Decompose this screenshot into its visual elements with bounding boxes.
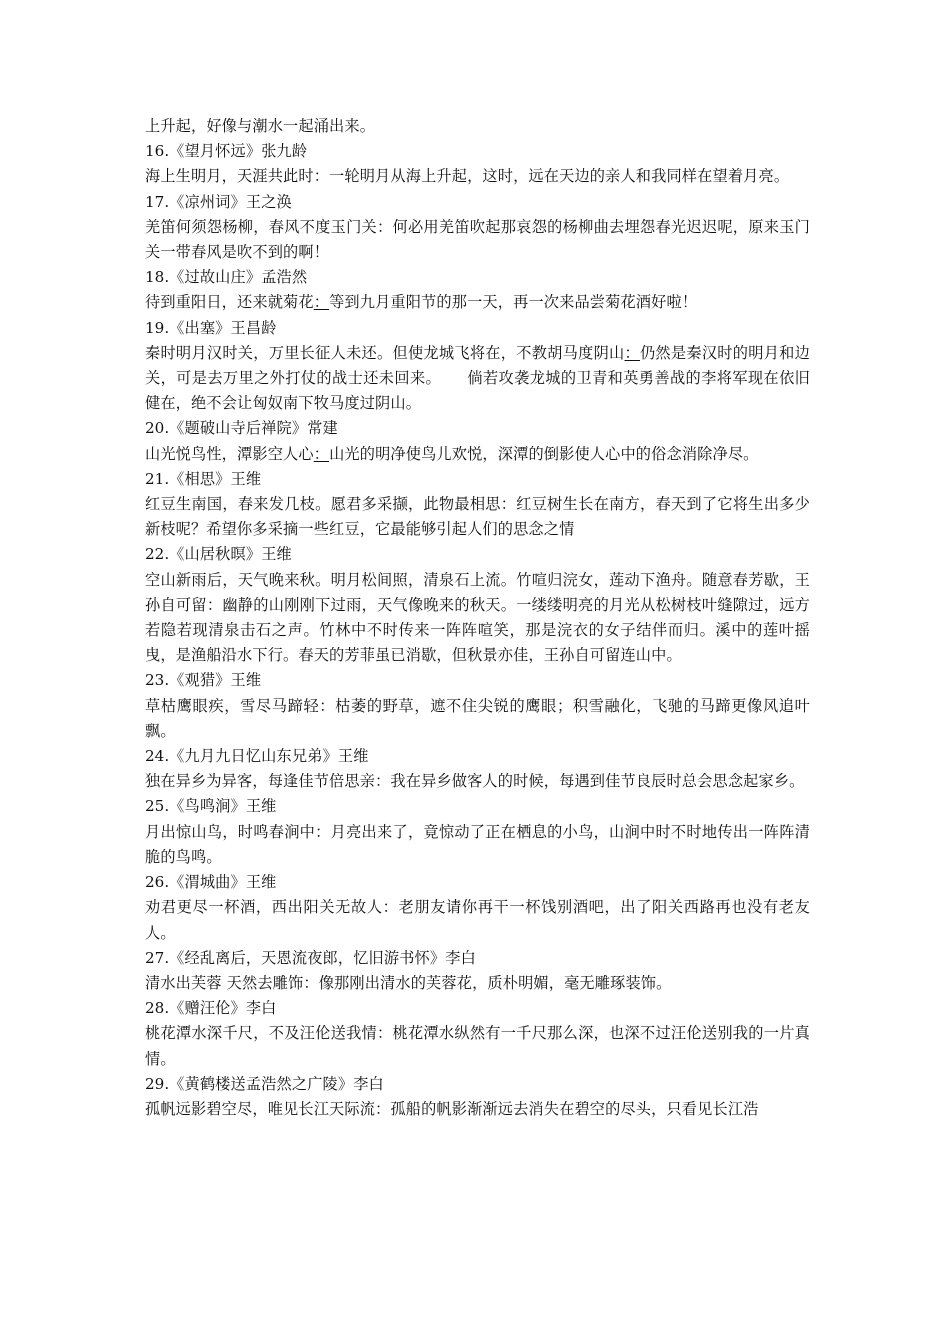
entry-author: 王维 — [230, 469, 262, 488]
entry-text: 海上生明月，天涯共此时：一轮明月从海上升起，这时，远在天边的亲人和我同样在望着月亮。 — [145, 167, 790, 186]
entry-number: 28. — [145, 999, 170, 1018]
lead-text: 上升起，好像与潮水一起涌出来。 — [145, 117, 376, 135]
entry-number: 24. — [145, 747, 170, 766]
entry-title: 《题破山寺后禅院》 — [169, 419, 308, 438]
entry-colon-mark: ： — [313, 293, 330, 312]
entry-title: 《望月怀远》 — [169, 142, 262, 161]
entry-author: 李白 — [245, 999, 277, 1018]
entry-text — [145, 442, 810, 467]
entry-heading — [145, 946, 810, 971]
entry-text: 红豆生南国，春来发几枝。愿君多采撷，此物最相思：红豆树生长在南方，春天到了它将生出多少新枝呢？希望你多采摘一些红豆，它最能够引起人们的思念之情 — [145, 495, 810, 539]
entry-title: 《出塞》 — [169, 318, 231, 337]
entry-title: 《观猎》 — [169, 671, 231, 690]
entry-number: 19. — [145, 318, 170, 337]
entry-author: 常建 — [307, 419, 338, 438]
entry-colon-mark: ： — [624, 343, 640, 362]
entry-heading — [145, 996, 810, 1021]
entry-heading — [145, 1072, 810, 1097]
document-page — [145, 114, 810, 1122]
entry-number: 23. — [145, 671, 170, 690]
entry-author: 王维 — [245, 873, 277, 892]
entry-title: 《赠汪伦》 — [169, 999, 246, 1018]
entry-heading — [145, 794, 810, 819]
entry-heading — [145, 139, 810, 164]
entry-author: 孟浩然 — [261, 268, 308, 287]
entry-heading — [145, 467, 810, 492]
entry-author: 王维 — [261, 545, 292, 564]
entry-text: 月出惊山鸟，时鸣春涧中：月亮出来了，竟惊动了正在栖息的小鸟，山涧中时不时地传出一阵阵清脆的鸟鸣。 — [145, 822, 810, 866]
entry-author: 王维 — [230, 671, 262, 690]
entry-title: 《山居秋暝》 — [169, 545, 262, 564]
entry-text-before: 待到重阳日，还来就菊花 — [145, 293, 314, 312]
entry-text: 草枯鹰眼疾，雪尽马蹄轻：枯萎的野草，遮不住尖锐的鹰眼；积雪融化，飞驰的马蹄更像风追叶飘。 — [145, 696, 810, 740]
entry-author: 王昌龄 — [230, 318, 277, 337]
entry-number: 17. — [145, 192, 170, 211]
entry-heading — [145, 416, 810, 441]
entry-author: 李白 — [445, 948, 476, 967]
entry-author: 王之涣 — [245, 192, 292, 211]
entry-number: 18. — [145, 268, 170, 287]
entry-text-after: 等到九月重阳节的那一天，再一次来品尝菊花酒好啦！ — [329, 293, 698, 312]
entry-text-after: 山光的明净使鸟儿欢悦，深潭的倒影使人心中的俗念消除净尽。 — [329, 444, 759, 463]
entry-text-tail: 倘若攻袭龙城的卫青和英勇善战的李将军现在依旧健在，绝不会让匈奴南下牧马度过阴山。 — [145, 369, 810, 413]
entry-author: 王维 — [337, 747, 369, 766]
entry-title: 《黄鹤楼送孟浩然之广陵》 — [169, 1074, 354, 1093]
entry-title: 《凉州词》 — [169, 192, 246, 211]
entry-heading — [145, 668, 810, 693]
entry-title: 《鸟鸣涧》 — [169, 797, 246, 816]
entry-number: 27. — [145, 948, 170, 967]
entry-title: 《过故山庄》 — [169, 268, 262, 287]
entry-number: 25. — [145, 797, 170, 816]
entry-text: 孤帆远影碧空尽，唯见长江天际流：孤船的帆影渐渐远去消失在碧空的尽头，只看见长江浩 — [145, 1099, 759, 1118]
entry-text: 羌笛何须怨杨柳，春风不度玉门关：何必用羌笛吹起那哀怨的杨柳曲去埋怨春光迟迟呢，原来玉门关一带春风是吹不到的啊！ — [145, 217, 810, 262]
entry-text: 清水出芙蓉 天然去雕饰：像那刚出清水的芙蓉花，质朴明媚，毫无雕琢装饰。 — [145, 973, 672, 992]
entry-author: 王维 — [245, 797, 277, 816]
entry-text: 桃花潭水深千尺，不及汪伦送我情：桃花潭水纵然有一千尺那么深，也深不过汪伦送别我的一片真情。 — [145, 1024, 810, 1068]
entry-title: 《渭城曲》 — [169, 873, 246, 892]
entry-text — [145, 290, 810, 315]
entry-number: 22. — [145, 545, 170, 564]
entry-title: 《相思》 — [169, 469, 231, 488]
entry-number: 26. — [145, 873, 170, 892]
entry-title: 《经乱离后，天恩流夜郎，忆旧游书怀》 — [169, 948, 446, 967]
entry-heading — [145, 744, 810, 769]
entry-text: 空山新雨后，天气晚来秋。明月松间照，清泉石上流。竹喧归浣女，莲动下渔舟。随意春芳歇，王孙自可留：幽静的山刚刚下过雨，天气像晚来的秋天。一缕缕明亮的月光从松树枝叶缝隙过，远方若隐若现清泉击石之声。竹林中不时传来一阵阵喧笑，那是浣衣的女子结伴而归。溪中的莲叶摇曳，是渔船沿水下行。春天的芳菲虽已消歇，但秋景亦佳，王孙自可留连山中。 — [145, 570, 810, 665]
entry-text-before: 山光悦鸟性，潭影空人心 — [145, 444, 314, 463]
entry-text-before: 秦时明月汉时关，万里长征人未还。但使龙城飞将在，不教胡马度阴山 — [145, 343, 625, 362]
entry-heading — [145, 265, 810, 290]
entry-text: 独在异乡为异客，每逢佳节倍思亲：我在异乡做客人的时候，每遇到佳节良辰时总会思念起家乡。 — [145, 772, 805, 791]
entry-text-after: 仍然是秦汉时的明月和边关，可是去万里之外打仗的战士还未回来。 — [145, 343, 810, 388]
entry-number: 16. — [145, 142, 170, 161]
entry-text — [145, 341, 810, 417]
entry-heading — [145, 316, 810, 341]
entry-author: 张九龄 — [261, 142, 308, 161]
entry-heading — [145, 542, 810, 567]
entry-title: 《九月九日忆山东兄弟》 — [169, 747, 338, 766]
entry-number: 21. — [145, 469, 170, 488]
entry-heading — [145, 870, 810, 895]
entry-text: 劝君更尽一杯酒，西出阳关无故人：老朋友请你再干一杯饯别酒吧，出了阳关西路再也没有老友人。 — [145, 898, 810, 942]
entry-heading — [145, 190, 810, 215]
entry-number: 20. — [145, 419, 170, 438]
entry-author: 李白 — [353, 1074, 384, 1093]
entry-number: 29. — [145, 1074, 170, 1093]
entry-colon-mark: ： — [313, 444, 330, 463]
